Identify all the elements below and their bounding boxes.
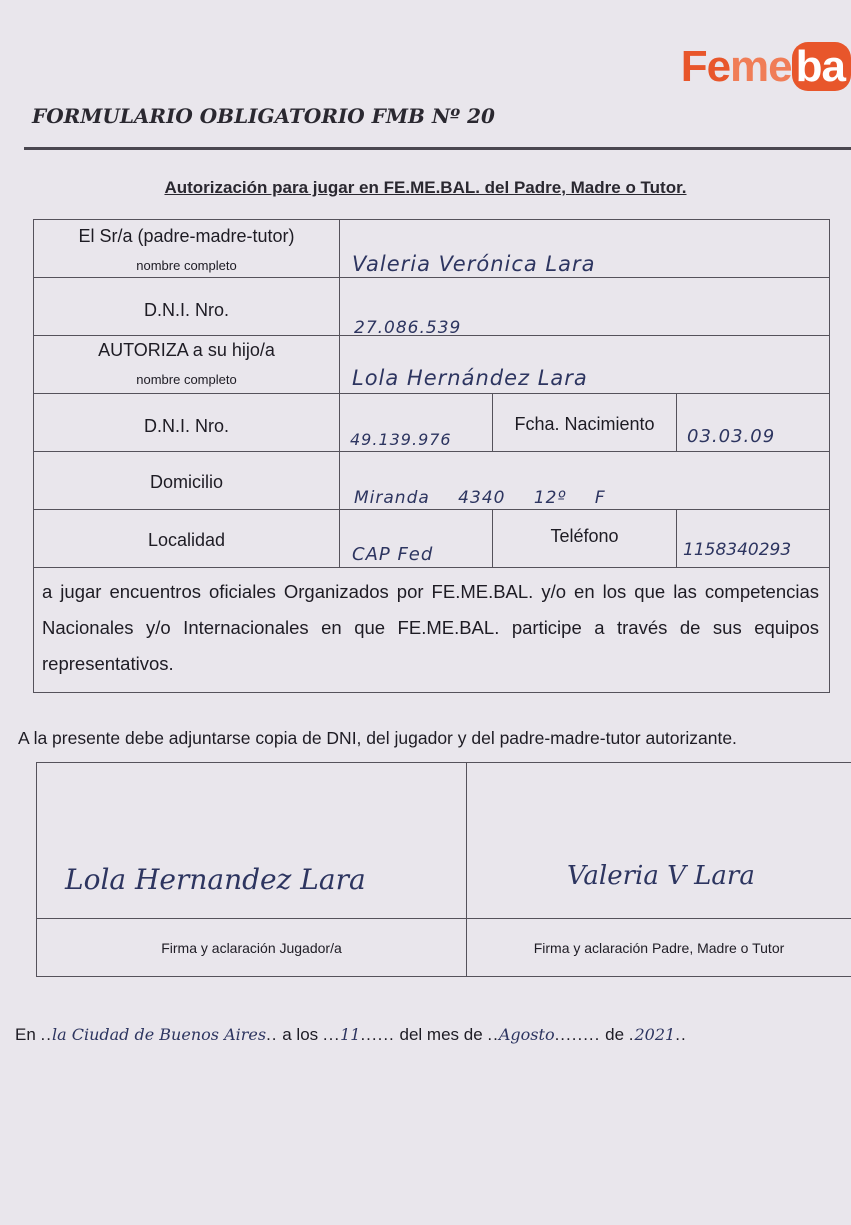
footer-day[interactable]: 11 — [340, 1025, 361, 1044]
attachment-note: A la presente debe adjuntarse copia de DNI, del jugador y del padre-madre-tutor autorizante. — [18, 728, 737, 748]
authorization-table — [33, 219, 830, 693]
footer-month[interactable]: Agosto — [498, 1025, 555, 1044]
player-signature[interactable]: Lola Hernandez Lara — [65, 863, 366, 896]
parent-name-label: nombre completo — [136, 258, 237, 273]
footer-year[interactable]: 2021 — [634, 1025, 676, 1044]
footer-place[interactable]: la Ciudad de Buenos Aires — [51, 1025, 267, 1044]
signature-table — [36, 762, 851, 977]
form-subtitle: Autorización para jugar en FE.ME.BAL. del Padre, Madre o Tutor. — [164, 178, 687, 197]
child-name-label: nombre completo — [136, 372, 237, 387]
child-dni-label: D.N.I. Nro. — [143, 416, 229, 436]
phone-value[interactable]: 1158340293 — [683, 540, 792, 560]
parent-name-value[interactable]: Valeria Verónica Lara — [352, 252, 596, 276]
footer-date-line: En ..la Ciudad de Buenos Aires.. a los ...11...... del mes de ..Agosto........ de .2021.. — [15, 1025, 687, 1044]
footer-en-label: En — [15, 1025, 36, 1044]
authorization-paragraph: a jugar encuentros oficiales Organizados por FE.ME.BAL. y/o en los que las competencias Nacionales y/o Internacionales en que FE.ME.BAL. participe a través de sus equipos representativos. — [42, 581, 820, 674]
child-label: AUTORIZA a su hijo/a — [98, 340, 275, 360]
form-title: FORMULARIO OBLIGATORIO FMB Nº 20 — [32, 104, 495, 128]
parent-signature-caption: Firma y aclaración Padre, Madre o Tutor — [533, 939, 785, 956]
child-dni-value[interactable]: 49.139.976 — [350, 430, 452, 449]
parent-dni-label: D.N.I. Nro. — [143, 300, 229, 320]
femebal-logo: Femeba — [681, 42, 851, 92]
birth-date-value[interactable]: 03.03.09 — [687, 426, 776, 447]
child-name-value[interactable]: Lola Hernández Lara — [352, 366, 588, 390]
locality-value[interactable]: CAP Fed — [352, 544, 434, 565]
footer-a-los-label: a los — [282, 1025, 319, 1044]
phone-label: Teléfono — [550, 526, 619, 546]
footer-de-label: de — [605, 1025, 625, 1044]
footer-del-mes-label: del mes de — [399, 1025, 483, 1044]
header-divider — [24, 147, 851, 150]
locality-label: Localidad — [147, 530, 226, 550]
parent-label: El Sr/a (padre-madre-tutor) — [78, 226, 295, 246]
player-signature-caption: Firma y aclaración Jugador/a — [161, 939, 342, 956]
birth-date-label: Fcha. Nacimiento — [514, 414, 655, 434]
parent-dni-value[interactable]: 27.086.539 — [354, 318, 462, 338]
address-value[interactable]: Miranda 4340 12º F — [354, 488, 606, 508]
address-label: Domicilio — [149, 472, 223, 492]
parent-signature[interactable]: Valeria V Lara — [567, 861, 755, 891]
